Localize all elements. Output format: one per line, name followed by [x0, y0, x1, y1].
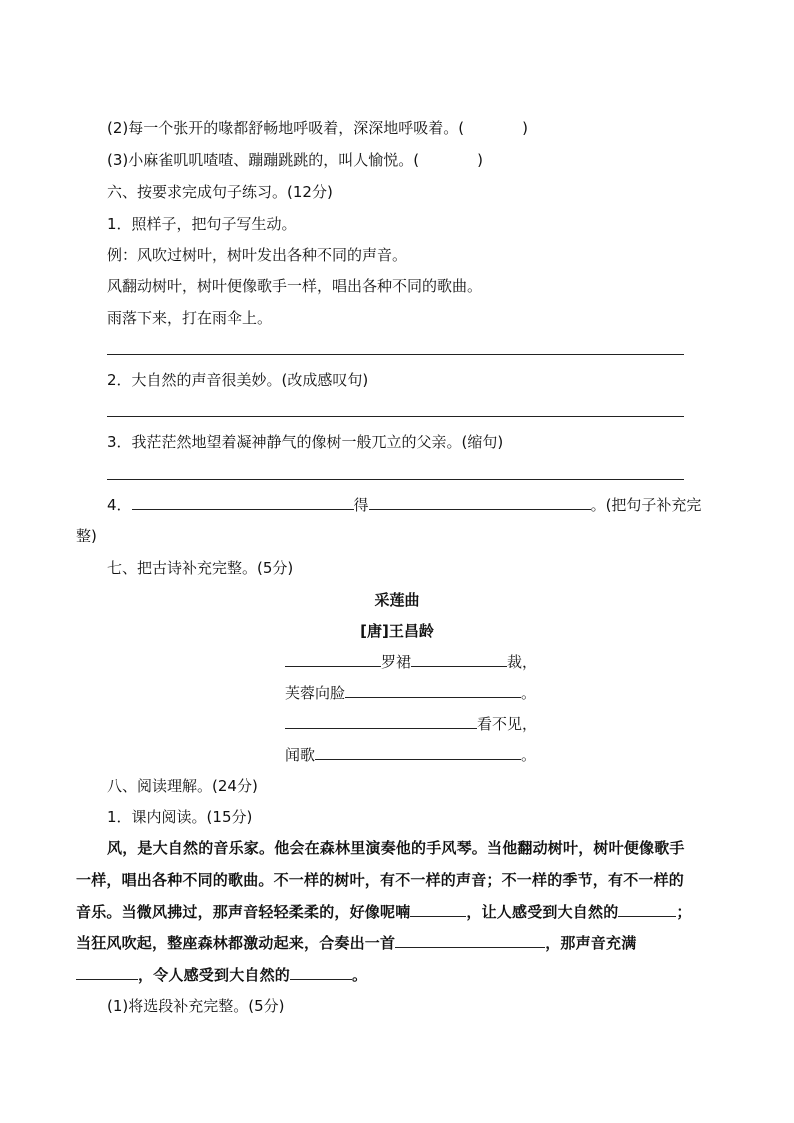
sub-question-4-wrap: 整) [76, 527, 97, 545]
fill-blank[interactable] [369, 495, 591, 510]
fill-blank[interactable] [618, 902, 676, 917]
poem-title: 采莲曲 [374, 591, 420, 609]
fill-blank[interactable] [411, 652, 507, 667]
fill-blank[interactable] [395, 933, 545, 948]
example-sentence: 例：风吹过树叶，树叶发出各种不同的声音。 [107, 246, 408, 264]
prompt-sentence: 雨落下来，打在雨伞上。 [107, 309, 273, 327]
fill-blank[interactable] [285, 652, 381, 667]
poem-line-2: 芙蓉向脸 。 [285, 684, 537, 702]
passage-line-1: 风，是大自然的音乐家。他会在森林里演奏他的手风琴。当他翻动树叶，树叶便像歌手 [107, 839, 685, 857]
poem-line-4: 闻歌 。 [285, 746, 537, 764]
answer-line-1[interactable] [107, 354, 684, 355]
fill-blank[interactable] [132, 495, 354, 510]
section-8-title: 八、阅读理解。(24分) [107, 777, 258, 795]
answer-line-2[interactable] [107, 416, 684, 417]
answer-line-3[interactable] [107, 479, 684, 480]
passage-line-2: 一样，唱出各种不同的歌曲。不一样的树叶，有不一样的声音；不一样的季节，有不一样的 [76, 871, 685, 889]
poem-line-1: 罗裙 裁， [285, 652, 537, 672]
question-item-3: (3)小麻雀叽叽喳喳、蹦蹦跳跳的，叫人愉悦。( ) [107, 151, 483, 169]
passage-line-3: 音乐。当微风拂过，那声音轻轻柔柔的，好像呢喃 ，让人感受到大自然的 ； [76, 903, 692, 921]
fill-blank[interactable] [290, 965, 352, 980]
example-result: 风翻动树叶，树叶便像歌手一样，唱出各种不同的歌曲。 [107, 277, 483, 295]
sub-question-3: 3．我茫茫然地望着凝神静气的像树一般兀立的父亲。(缩句) [107, 433, 504, 451]
question-item-2: (2)每一个张开的喙都舒畅地呼吸着，深深地呼吸着。( ) [107, 119, 528, 137]
section-6-title: 六、按要求完成句子练习。(12分) [107, 183, 333, 201]
sub-question-1: 1．照样子，把句子写生动。 [107, 215, 297, 233]
section-7-title: 七、把古诗补充完整。(5分) [107, 559, 294, 577]
reading-sub-1: 1．课内阅读。(15分) [107, 808, 253, 826]
fill-blank[interactable] [410, 902, 466, 917]
poem-author: [唐]王昌龄 [360, 622, 434, 640]
passage-line-5: ，令人感受到大自然的 。 [76, 965, 367, 985]
fill-blank[interactable] [285, 714, 477, 729]
passage-line-4: 当狂风吹起，整座森林都激动起来，合奏出一首 ，那声音充满 [76, 934, 637, 952]
fill-blank[interactable] [315, 745, 521, 760]
sub-question-4: 4． 得 。(把句子补充完 [107, 496, 702, 514]
reading-question-1: (1)将选段补充完整。(5分) [107, 997, 285, 1015]
poem-line-3: 看不见， [285, 714, 537, 734]
fill-blank[interactable] [76, 965, 138, 980]
sub-question-2: 2．大自然的声音很美妙。(改成感叹句) [107, 371, 369, 389]
fill-blank[interactable] [345, 683, 521, 698]
